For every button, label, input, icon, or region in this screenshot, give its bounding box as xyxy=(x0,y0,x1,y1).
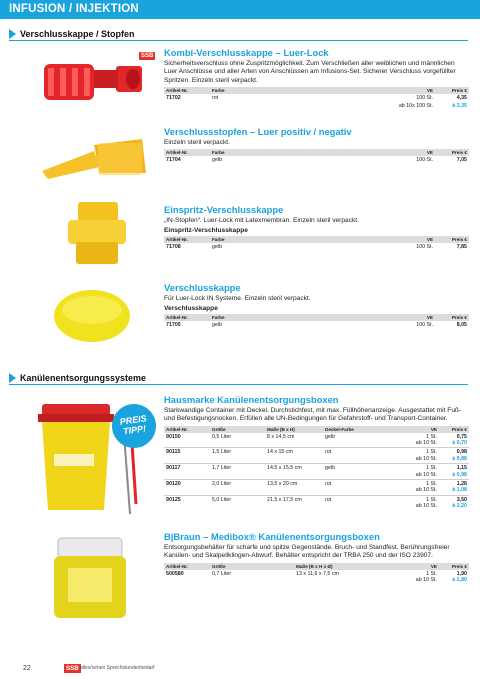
header-title: INFUSION / INJEKTION xyxy=(0,0,480,19)
image-medibox xyxy=(42,534,138,622)
product-title: Einspritz-Verschlusskappe xyxy=(164,204,284,215)
preis-tipp-badge: PREIS TIPP! xyxy=(109,401,159,451)
product-description: Für Luer-Lock IN Systeme. Einzeln steril verpackt. xyxy=(164,295,311,302)
product-table: Artikel-Nr. Größe Maße (B x H) Deckel-Farbe VE Preis € 90150 0,5 Liter 8 x 14,5 cm gelb 1 St. ab 10 St. 0,75 à 0,70 90115 1,5 Liter 14 x 15 cm rot 1 St. ab 10 St. 0,98 à 0,88 90117 1,7 Liter 14,5 x 15,5 cm gelb 1 St. ab 10 St. 1,15 à 0,98 90120 2,0 Liter 13,5 x 20 cm rot 1 St. ab 10 St. 1,28 à 1,08 90125 5,0 Liter 21,5 x 17,5 cm rot 1 St. ab 10 St. 3,50 à 3,20 xyxy=(166,426,467,510)
product-description: Starkwandige Container mit Deckel. Durchstichfest, mit max. Füllhöhenanzeige. Ausgestattet mit Fuß- und Befestigungsnocken. Erfüllen alle UN-Bedingungen für Gefahrstoff- und Transport-Container. xyxy=(164,407,462,423)
product-table: Artikel-Nr. Farbe VE Preis € 71704 gelb 100 St. 7,05 xyxy=(166,150,467,164)
product-title: Verschlusskappe xyxy=(164,282,241,293)
product-verschlussstopfen xyxy=(164,126,469,165)
section-title: Kanülenentsorgungssysteme xyxy=(20,373,147,383)
triangle-marker-icon xyxy=(9,373,16,383)
table-row: 71704 gelb 100 St. 7,05 xyxy=(166,157,467,164)
col-preis: Preis € xyxy=(435,87,469,94)
section-heading-kanuelen xyxy=(9,373,146,383)
table-row: 90117 1,7 Liter 14,5 x 15,5 cm gelb 1 St. ab 10 St. 1,15 à 0,98 xyxy=(166,465,467,478)
page-number: 22 xyxy=(23,665,31,672)
product-title: Kombi-Verschlusskappe – Luer-Lock xyxy=(164,47,329,58)
table-row: 90150 0,5 Liter 8 x 14,5 cm gelb 1 St. ab 10 St. 0,75 à 0,70 xyxy=(166,433,467,446)
section-divider xyxy=(9,40,468,41)
product-description: „IN-Stopfen“. Luer-Lock mit Latexmembran. Einzeln steril verpackt. xyxy=(164,217,359,224)
col-farbe: Farbe xyxy=(210,87,365,94)
table-row: ab 10x 100 St. à 3,35 xyxy=(398,103,467,110)
ssb-logo: SSB xyxy=(66,665,79,672)
product-table xyxy=(164,87,469,111)
product-title: B|Braun – Medibox® Kanülenentsorgungsboxen xyxy=(164,531,380,542)
footer-slogan: alles/sehen Sprechstundenbedarf xyxy=(80,665,155,671)
product-table: Artikel-Nr. Größe Maße (B x H x Ø) VE Preis € 500580 0,7 Liter 13 x 11,6 x 7,5 cm 1 St. ab 10 St. 1,90 à 1,80 xyxy=(166,563,467,583)
table-row: 90120 2,0 Liter 13,5 x 20 cm rot 1 St. ab 10 St. 1,28 à 1,08 xyxy=(166,481,467,494)
ssb-badge: SSB xyxy=(141,53,154,59)
section-title: Verschlusskappe / Stopfen xyxy=(20,29,135,39)
triangle-marker-icon xyxy=(9,29,16,39)
product-description: Einzeln steril verpackt. xyxy=(164,139,230,146)
footer xyxy=(0,661,480,679)
product-title: Hausmarke Kanülenentsorgungsboxen xyxy=(164,394,339,405)
product-medibox xyxy=(164,531,469,584)
product-subtitle: Einspritz-Verschlusskappe xyxy=(164,227,248,235)
image-kombi-verschlusskappe xyxy=(20,42,158,120)
product-description: Entsorgungsbehälter für scharfe und spitze Gegenstände. Bruch- und Standfest. Berührungsfreier Kanülen- und Skalpellklingen-Abwurf. Behälter entspricht der TRBA 250 und der ISO 23907. xyxy=(164,544,450,560)
table-row: 90115 1,5 Liter 14 x 15 cm rot 1 St. ab 10 St. 0,98 à 0,88 xyxy=(166,449,467,462)
product-kombi-verschlusskappe xyxy=(164,47,469,111)
image-verschlusskappe xyxy=(50,286,134,346)
col-artikel: Artikel-Nr. xyxy=(164,87,210,94)
product-hausmarke-boxen xyxy=(164,394,469,511)
image-einspritz-verschlusskappe xyxy=(62,200,132,268)
col-ve: VE xyxy=(365,87,435,94)
section-heading-verschlusskappe xyxy=(9,29,135,39)
table-row: 90125 5,0 Liter 21,5 x 17,5 cm rot 1 St. ab 10 St. 3,50 à 3,20 xyxy=(166,496,467,510)
table-row: 71705 gelb 100 St. 8,05 xyxy=(166,322,467,329)
product-title: Verschlussstopfen – Luer positiv / negativ xyxy=(164,126,352,137)
product-table: Artikel-Nr. Farbe VE Preis € 71708 gelb 100 St. 7,85 xyxy=(166,237,467,251)
product-subtitle: Verschlusskappe xyxy=(164,305,218,313)
table-row: 500580 0,7 Liter 13 x 11,6 x 7,5 cm 1 St. ab 10 St. 1,90 à 1,80 xyxy=(166,570,467,583)
product-table: Artikel-Nr. Farbe VE Preis € 71705 gelb 100 St. 8,05 xyxy=(166,315,467,329)
section-divider xyxy=(9,384,468,385)
product-description: Sicherheitsverschluss ohne Zuspritzmöglichkeit. Zum Verschließen aller weiblichen und männlichen Luer Anschlüsse und aller Arten von Anschlüssen am Infusions-Set. Sicherer Verschluss vorgefüllter Spritzen. Einzeln steril verpackt. xyxy=(164,60,456,84)
table-row: 71708 gelb 100 St. 7,85 xyxy=(166,244,467,251)
image-verschlussstopfen xyxy=(34,133,158,191)
product-verschlusskappe xyxy=(164,282,469,330)
product-einspritz-verschlusskappe xyxy=(164,204,469,252)
table-row: 71702 rot 100 St. 4,35 xyxy=(166,94,467,101)
